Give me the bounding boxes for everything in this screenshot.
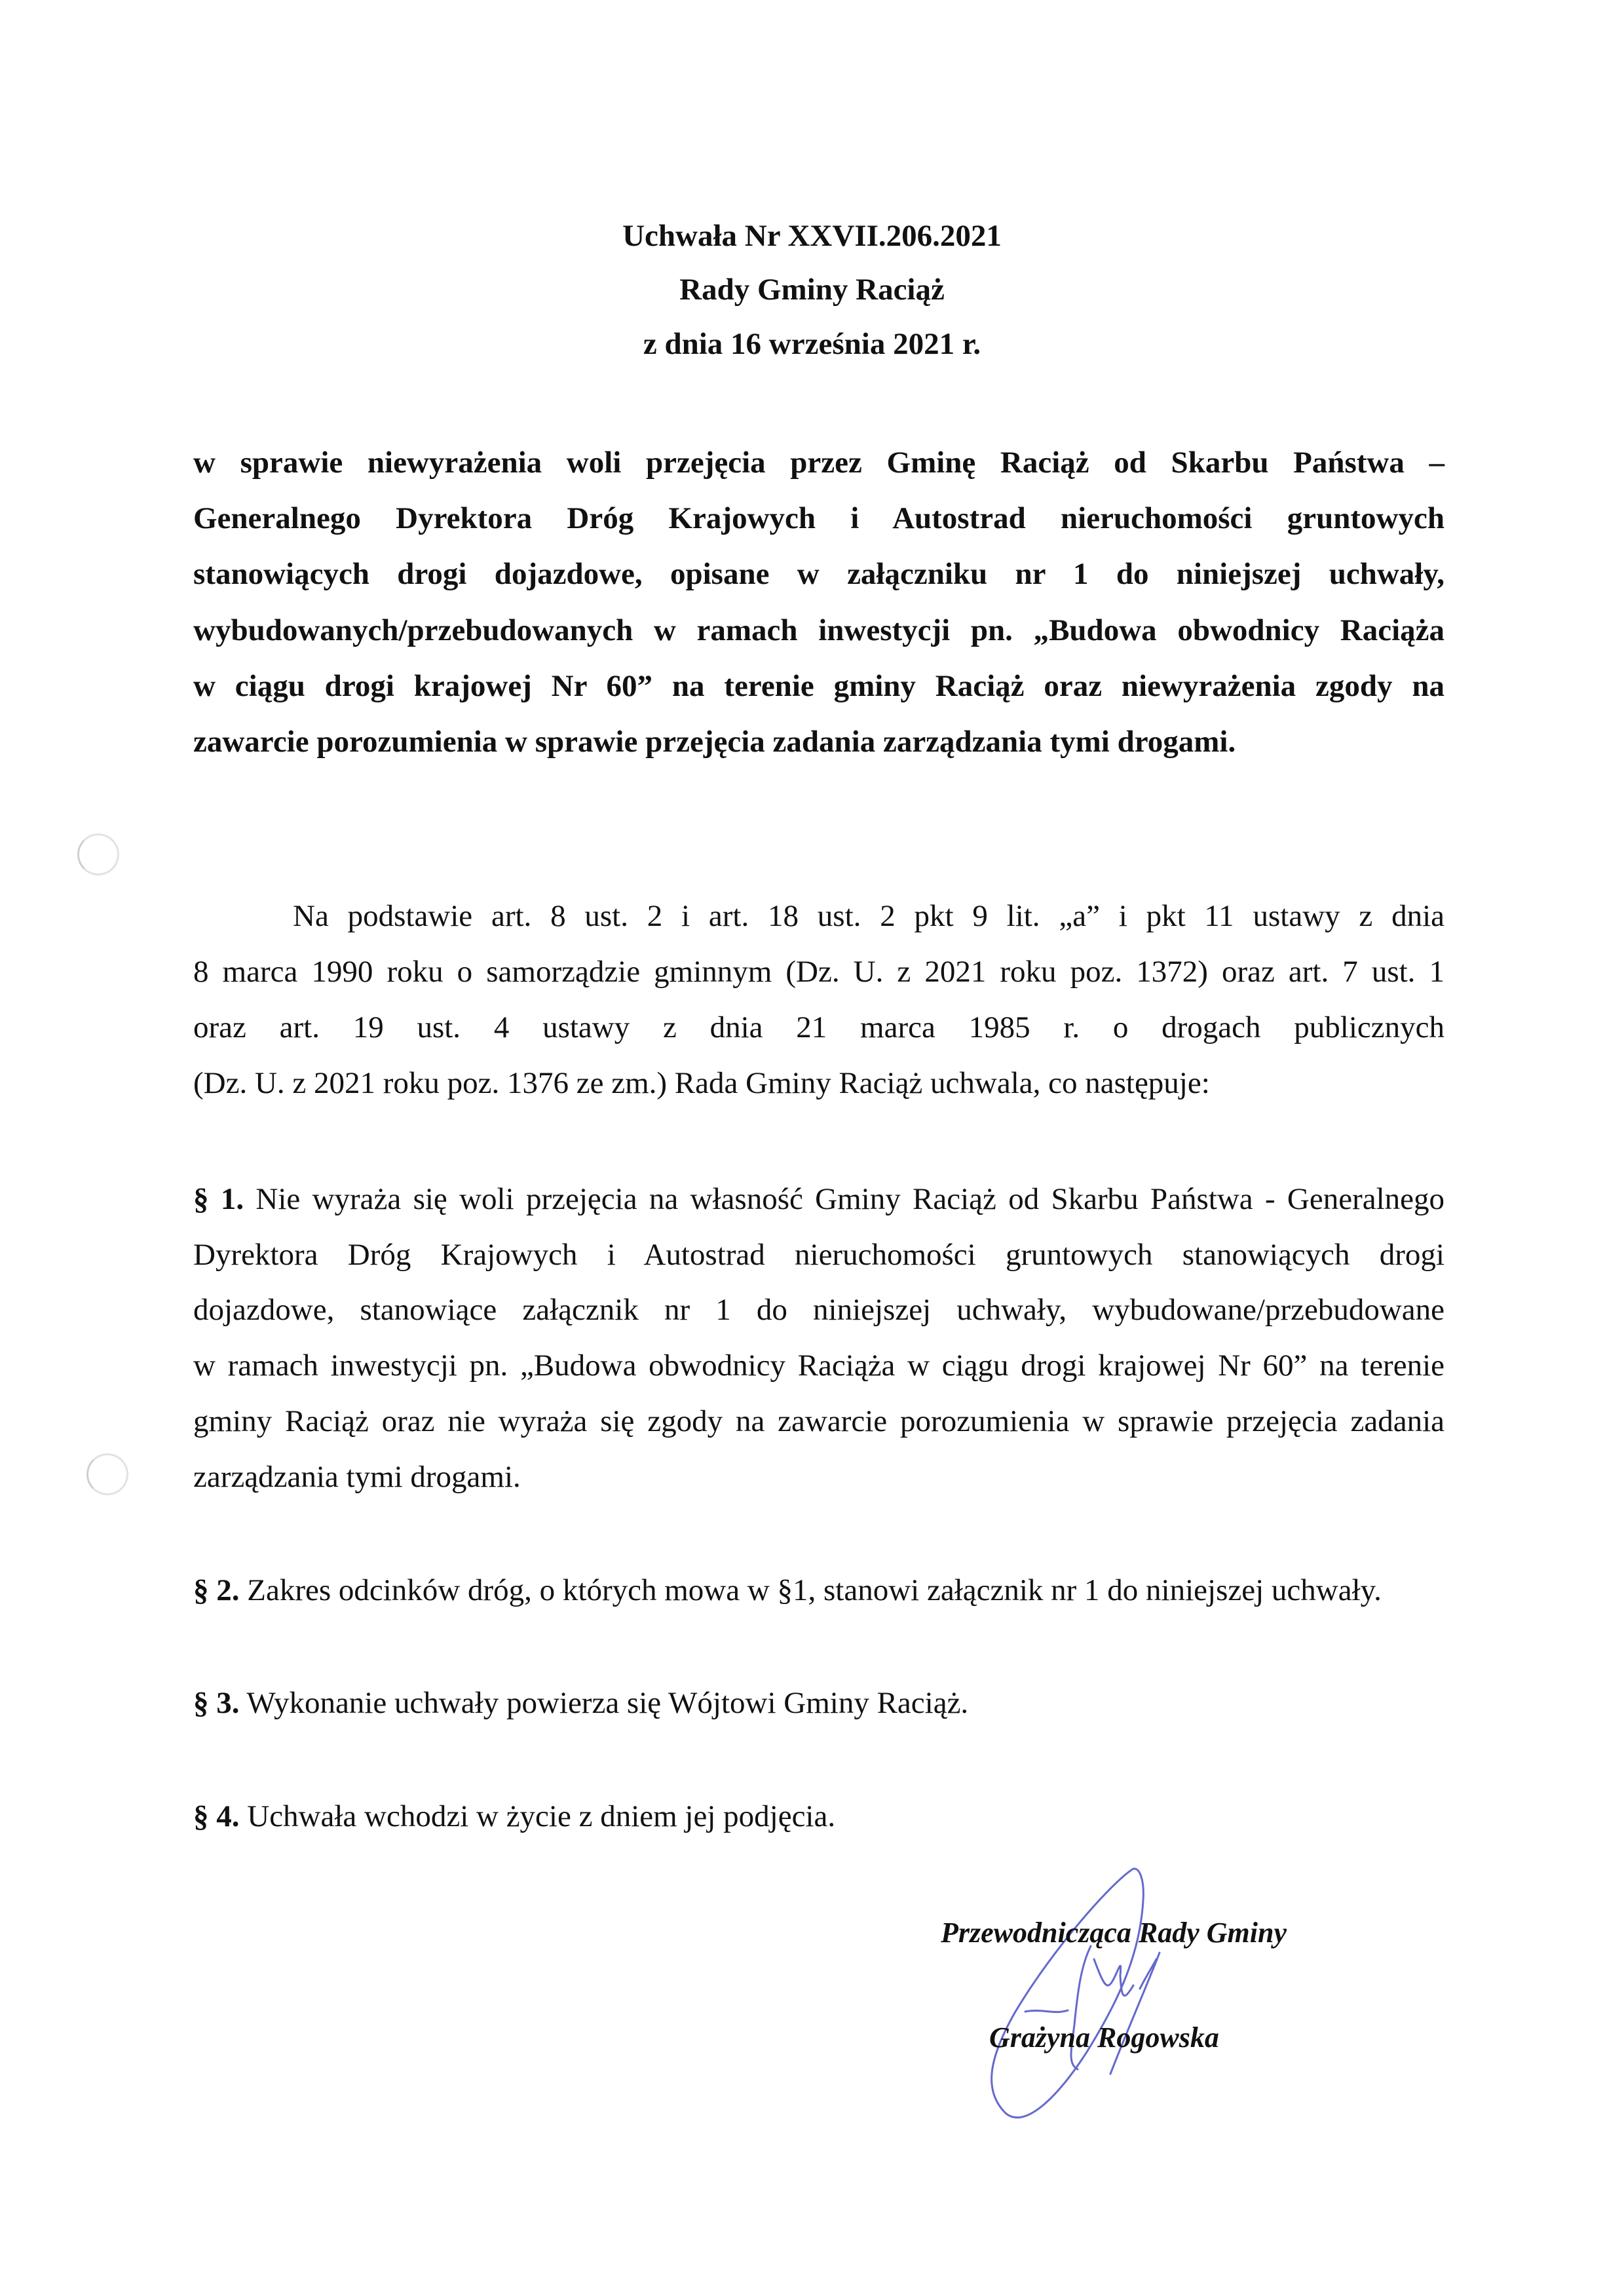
legal-basis-line: Na podstawie art. 8 ust. 2 i art. 18 ust. 2 pkt 9 lit. „a” i pkt 11 ustawy z dnia (293, 899, 1445, 933)
resolution-issuer: Rady Gminy Raciąż (679, 273, 945, 307)
signature-title: Przewodnicząca Rady Gminy (941, 1917, 1287, 1949)
section-1-line (193, 1179, 1445, 1219)
punch-hole-mark (86, 1453, 128, 1495)
section-2-mark: § 2. (193, 1573, 240, 1607)
subject-line: w ciągu drogi krajowej Nr 60” na terenie gminy Raciąż oraz niewyrażenia zgody na (193, 669, 1445, 703)
resolution-title: Uchwała Nr XXVII.206.2021 (622, 219, 1002, 253)
section-3-text: Wykonanie uchwały powierza się Wójtowi Gminy Raciąż. (246, 1686, 969, 1720)
section-3-mark: § 3. (193, 1686, 240, 1720)
section-1-line: w ramach inwestycji pn. „Budowa obwodnicy Raciąża w ciągu drogi krajowej Nr 60” na terenie (193, 1349, 1445, 1383)
section-4-mark: § 4. (193, 1799, 240, 1833)
handwritten-signature-icon (917, 1861, 1415, 2149)
subject-line: w sprawie niewyrażenia woli przejęcia przez Gminę Raciąż od Skarbu Państwa – (193, 446, 1445, 480)
section-1-line: Dyrektora Dróg Krajowych i Autostrad nieruchomości gruntowych stanowiących drogi (193, 1238, 1445, 1272)
subject-line: wybudowanych/przebudowanych w ramach inwestycji pn. „Budowa obwodnicy Raciąża (193, 613, 1445, 647)
section-1-line: gminy Raciąż oraz nie wyraża się zgody na zawarcie porozumienia w sprawie przejęcia zadania (193, 1404, 1445, 1438)
section-2-line (193, 1571, 1445, 1610)
subject-line: stanowiących drogi dojazdowe, opisane w załączniku nr 1 do niniejszej uchwały, (193, 557, 1445, 591)
signature-block (917, 1861, 1415, 2149)
section-4-text: Uchwała wchodzi w życie z dniem jej podjęcia. (247, 1799, 836, 1833)
legal-basis-line: oraz art. 19 ust. 4 ustawy z dnia 21 marca 1985 r. o drogach publicznych (193, 1010, 1445, 1044)
section-1-mark: § 1. (193, 1182, 244, 1216)
section-1-text: Nie wyraża się woli przejęcia na własność Gminy Raciąż od Skarbu Państwa - Generalnego (255, 1182, 1445, 1216)
section-4-line (193, 1797, 1445, 1836)
legal-basis-line: (Dz. U. z 2021 roku poz. 1376 ze zm.) Rada Gminy Raciąż uchwala, co następuje: (193, 1066, 1210, 1100)
resolution-date: z dnia 16 września 2021 r. (643, 327, 981, 361)
subject-line: Generalnego Dyrektora Dróg Krajowych i Autostrad nieruchomości gruntowych (193, 501, 1445, 535)
legal-basis-line: 8 marca 1990 roku o samorządzie gminnym (Dz. U. z 2021 roku poz. 1372) oraz art. 7 ust. 1 (193, 955, 1445, 989)
signature-name: Grażyna Rogowska (989, 2021, 1219, 2054)
subject-line: zawarcie porozumienia w sprawie przejęcia zadania zarządzania tymi drogami. (193, 725, 1236, 759)
section-3-line (193, 1683, 1445, 1723)
section-2-text: Zakres odcinków dróg, o których mowa w §1, stanowi załącznik nr 1 do niniejszej uchwały. (247, 1573, 1382, 1607)
punch-hole-mark (77, 833, 119, 875)
section-1-line: zarządzania tymi drogami. (193, 1460, 521, 1494)
section-1-line: dojazdowe, stanowiące załącznik nr 1 do niniejszej uchwały, wybudowane/przebudowane (193, 1293, 1445, 1327)
